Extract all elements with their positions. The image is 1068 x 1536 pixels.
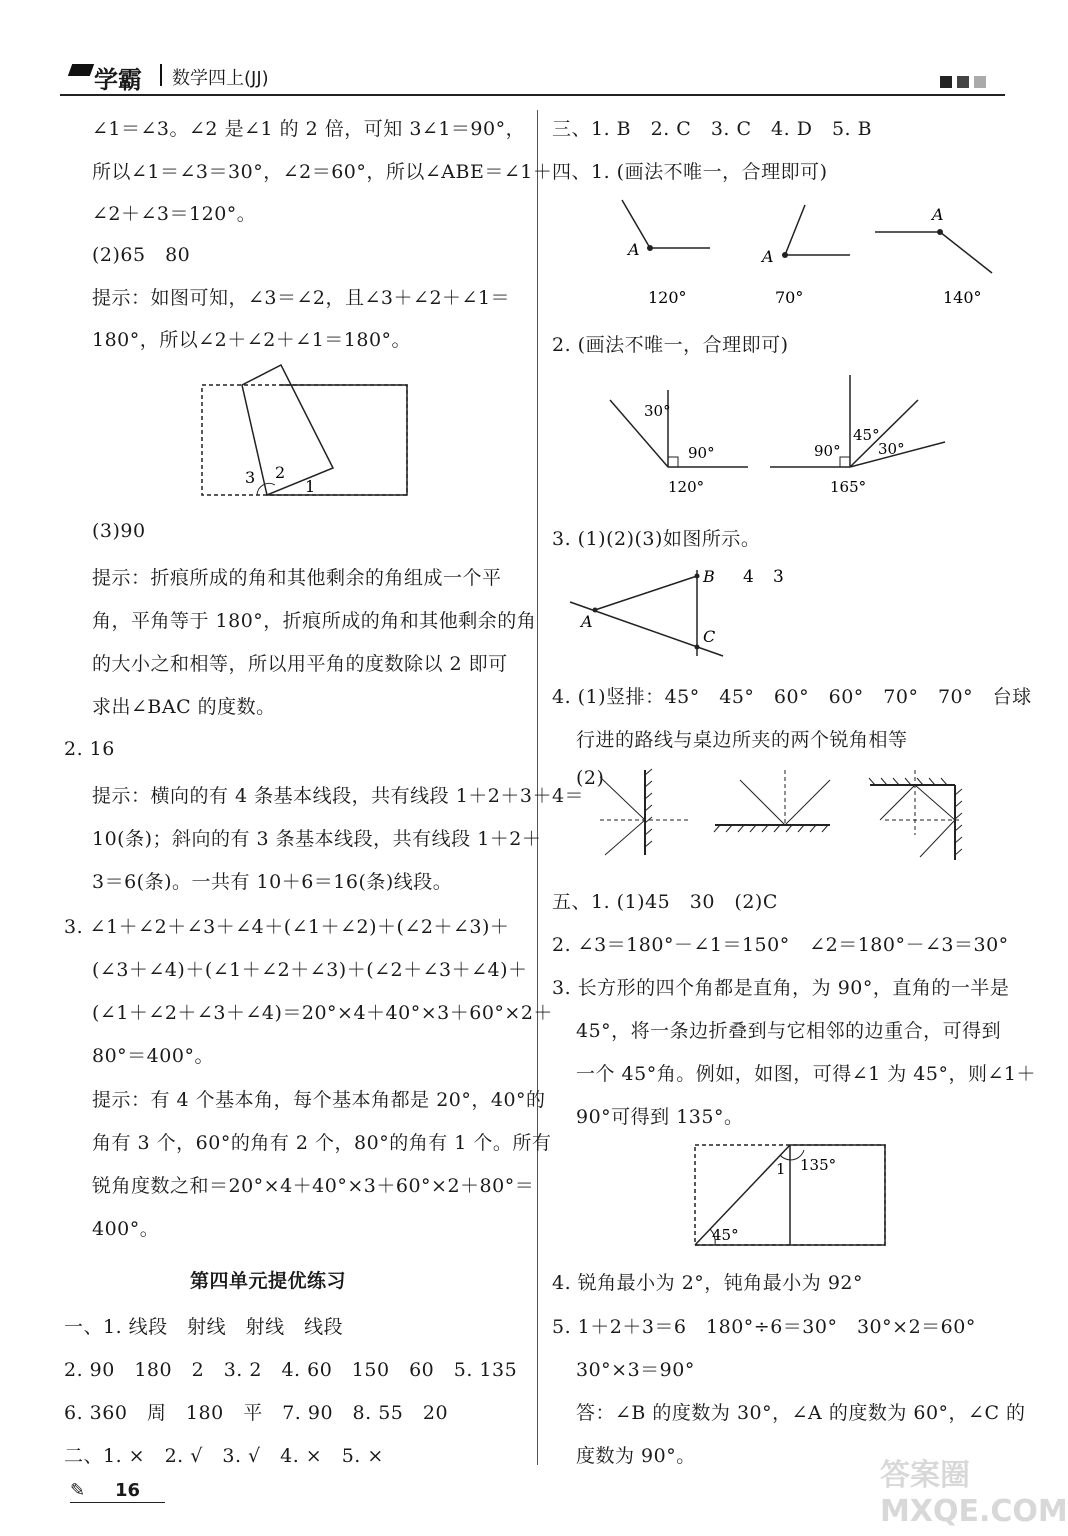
- right-line-10: 一个 45°角。例如，如图，可得∠1 为 45°，则∠1＋: [576, 1063, 1036, 1085]
- pencil-icon: ✎: [70, 1480, 86, 1501]
- angles-figure-2: [600, 370, 1000, 500]
- left-line-5: 180°，所以∠2＋∠2＋∠1＝180°。: [92, 329, 412, 351]
- left-line-3: (2)65 80: [92, 244, 191, 266]
- angle3-value: 140°: [943, 288, 982, 307]
- right-line-0: 三、1. B 2. C 3. C 4. D 5. B: [552, 118, 873, 140]
- tri-C: C: [703, 627, 716, 646]
- left-line-22: 400°。: [92, 1218, 160, 1240]
- left-line-24: 2. 90 180 2 3. 2 4. 60 150 60 5. 135: [64, 1359, 518, 1381]
- a120: 120°: [668, 478, 705, 496]
- fold2-45: 45°: [712, 1226, 739, 1244]
- right-line-2: 2. (画法不唯一，合理即可): [552, 334, 789, 356]
- subject-title: 数学四上(JJ): [172, 68, 269, 89]
- right-line-3: 3. (1)(2)(3)如图所示。: [552, 528, 761, 550]
- right-line-9: 45°，将一条边折叠到与它相邻的边重合，可得到: [576, 1020, 1002, 1042]
- angle2-value: 70°: [775, 288, 804, 307]
- tri-n2: 3: [773, 567, 784, 587]
- left-line-21: 锐角度数之和＝20°×4＋40°×3＋60°×2＋80°＝: [92, 1175, 535, 1197]
- left-line-23: 一、1. 线段 射线 射线 线段: [64, 1316, 344, 1338]
- left-line-19: 提示：有 4 个基本角，每个基本角都是 20°，40°的: [92, 1089, 546, 1111]
- left-line-9: 的大小之和相等，所以用平角的度数除以 2 即可: [92, 653, 508, 675]
- b30: 30°: [878, 440, 905, 458]
- tri-n1: 4: [743, 567, 754, 587]
- right-line-7: 2. ∠3＝180°－∠1＝150° ∠2＝180°－∠3＝30°: [552, 934, 1009, 956]
- right-line-15: 答：∠B 的度数为 30°，∠A 的度数为 60°，∠C 的: [576, 1402, 1026, 1424]
- page-footer: [70, 1480, 165, 1503]
- header-separator: [160, 64, 162, 86]
- left-line-2: ∠2＋∠3＝120°。: [92, 203, 257, 225]
- triangle-figure: [565, 560, 865, 670]
- left-line-12: 提示：横向的有 4 条基本线段，共有线段 1＋2＋3＋4＝: [92, 785, 585, 807]
- right-line-16: 度数为 90°。: [576, 1445, 696, 1467]
- a90: 90°: [688, 444, 715, 462]
- left-line-4: 提示：如图可知，∠3＝∠2，且∠3＋∠2＋∠1＝: [92, 287, 511, 309]
- left-line-15: 3. ∠1＋∠2＋∠3＋∠4＋(∠1＋∠2)＋(∠2＋∠3)＋: [64, 916, 510, 938]
- right-line-13: 5. 1＋2＋3＝6 180°÷6＝30° 30°×2＝60°: [552, 1316, 976, 1338]
- tri-B: B: [703, 567, 715, 586]
- angle1-vertex-A: A: [628, 240, 640, 259]
- header-square-1: [940, 76, 952, 88]
- fold-figure-2: [690, 1140, 890, 1250]
- left-line-18: 80°＝400°。: [92, 1045, 214, 1067]
- header-square-2: [957, 76, 969, 88]
- right-line-12: 4. 锐角最小为 2°，钝角最小为 92°: [552, 1272, 864, 1294]
- logo-text: 学霸: [94, 66, 142, 94]
- b90: 90°: [814, 442, 841, 460]
- left-line-16: (∠3＋∠4)＋(∠1＋∠2＋∠3)＋(∠2＋∠3＋∠4)＋: [92, 959, 528, 981]
- page-number: 16: [115, 1480, 141, 1501]
- angles-figure-1: [600, 195, 1010, 315]
- left-line-26: 二、1. × 2. √ 3. √ 4. × 5. ×: [64, 1445, 384, 1467]
- tri-A: A: [581, 612, 593, 631]
- left-line-17: (∠1＋∠2＋∠3＋∠4)＝20°×4＋40°×3＋60°×2＋: [92, 1002, 553, 1024]
- graduation-cap-icon: [68, 64, 94, 76]
- watermark: 答案圈 MXQE.COM: [880, 1458, 1068, 1529]
- a30: 30°: [644, 402, 671, 420]
- section-title: 第四单元提优练习: [190, 1270, 347, 1292]
- left-line-8: 角，平角等于 180°，折痕所成的角和其他剩余的角: [92, 610, 537, 632]
- angle3-vertex-A: A: [932, 205, 944, 224]
- fold2-135: 135°: [800, 1156, 837, 1174]
- header-square-3: [974, 76, 986, 88]
- left-line-20: 角有 3 个，60°的角有 2 个，80°的角有 1 个。所有: [92, 1132, 552, 1154]
- reflection-figure: [590, 765, 990, 865]
- left-line-1: 所以∠1＝∠3＝30°，∠2＝60°，所以∠ABE＝∠1＋: [92, 161, 553, 183]
- brand-logo: [70, 60, 142, 95]
- left-line-7: 提示：折痕所成的角和其他剩余的角组成一个平: [92, 567, 502, 589]
- right-line-8: 3. 长方形的四个角都是直角，为 90°，直角的一半是: [552, 977, 1010, 999]
- fold-figure-1: [195, 355, 415, 505]
- left-line-14: 3＝6(条)。一共有 10＋6＝16(条)线段。: [92, 871, 453, 893]
- b165: 165°: [830, 478, 867, 496]
- fold1-label-3: 3: [245, 468, 256, 487]
- right-line-14: 30°×3＝90°: [576, 1359, 695, 1381]
- left-line-11: 2. 16: [64, 738, 115, 760]
- left-line-10: 求出∠BAC 的度数。: [92, 696, 276, 718]
- angle1-value: 120°: [648, 288, 687, 307]
- right-line-5: 行进的路线与桌边所夹的两个锐角相等: [576, 729, 908, 751]
- right-line-11: 90°可得到 135°。: [576, 1106, 744, 1128]
- page-header: [60, 58, 1005, 96]
- mirror-label: (2): [576, 767, 605, 789]
- fold1-label-2: 2: [275, 463, 286, 482]
- right-line-4: 4. (1)竖排：45° 45° 60° 60° 70° 70° 台球: [552, 686, 1032, 708]
- fold1-label-1: 1: [305, 477, 316, 496]
- b45: 45°: [853, 426, 880, 444]
- right-line-6: 五、1. (1)45 30 (2)C: [552, 891, 778, 913]
- angle2-vertex-A: A: [762, 247, 774, 266]
- left-line-13: 10(条)；斜向的有 3 条基本线段，共有线段 1＋2＋: [92, 828, 542, 850]
- left-line-25: 6. 360 周 180 平 7. 90 8. 55 20: [64, 1402, 449, 1424]
- left-line-0: ∠1＝∠3。∠2 是∠1 的 2 倍，可知 3∠1＝90°，: [92, 118, 526, 140]
- fold2-one: 1: [776, 1160, 786, 1178]
- left-line-6: (3)90: [92, 520, 146, 542]
- right-line-1: 四、1. (画法不唯一，合理即可): [552, 161, 828, 183]
